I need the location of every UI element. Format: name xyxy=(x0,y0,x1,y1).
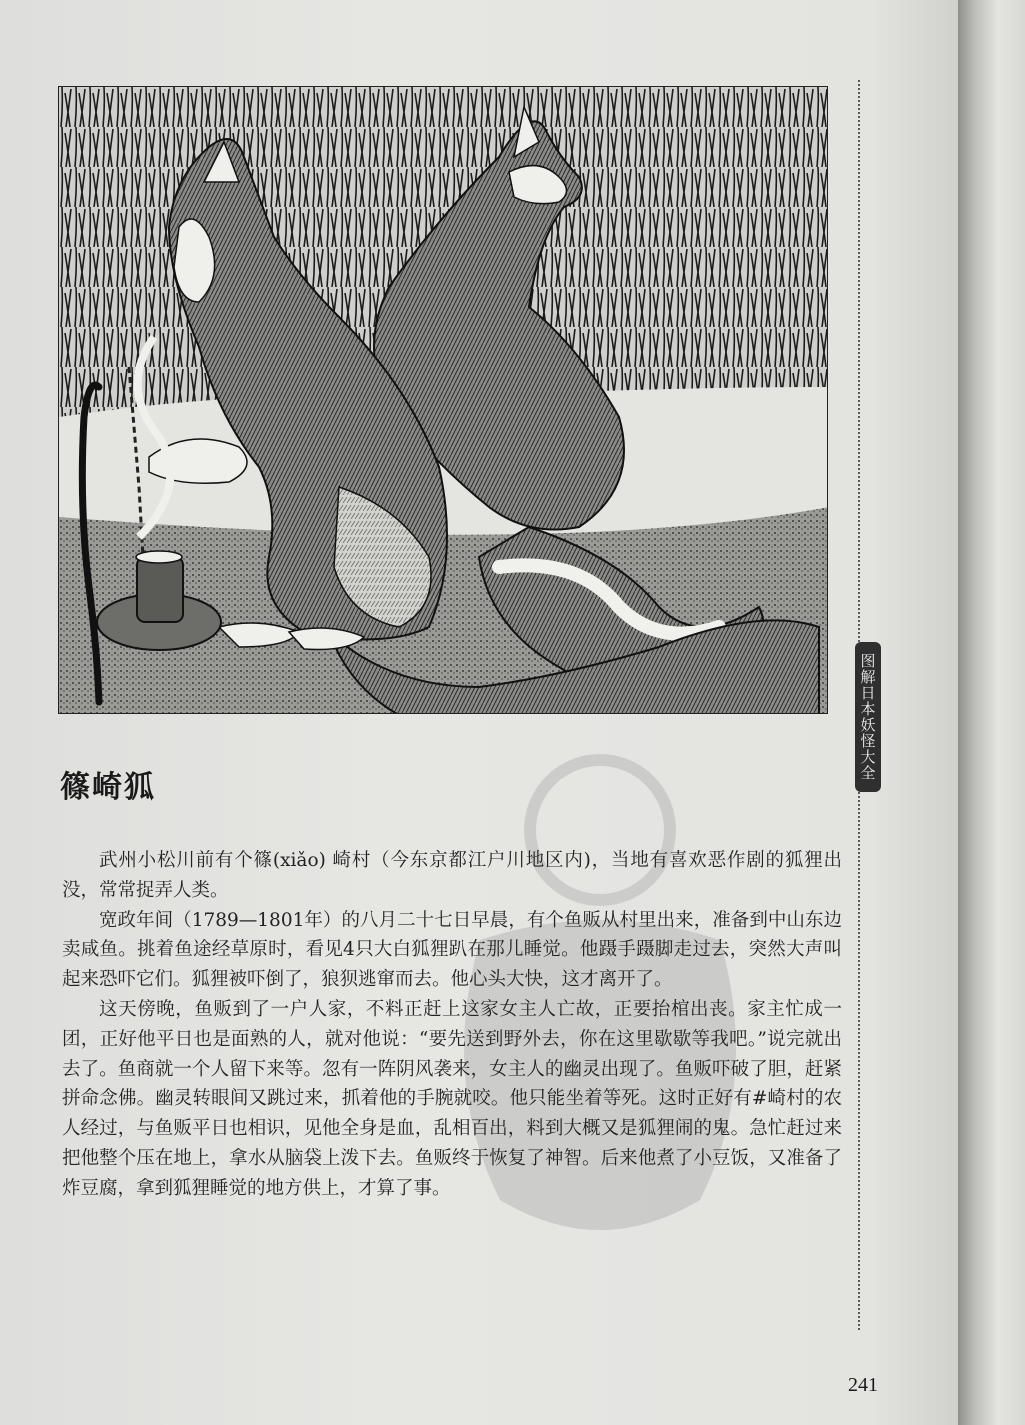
page-number: 241 xyxy=(848,1374,878,1396)
paragraph: 武州小松川前有个篠(xiǎo) 崎村（今东京都江户川地区内)，当地有喜欢恶作剧的狐狸出没，常常捉弄人类。 xyxy=(62,850,842,901)
paragraph: 这天傍晚，鱼贩到了一户人家，不料正赶上这家女主人亡故，正要抬棺出丧。家主忙成一团，正好他平日也是面熟的人，就对他说：“要先送到野外去，你在这里歇歇等我吧。”说完就出去了。鱼商就一个人留下来等。忽有一阵阴风袭来，女主人的幽灵出现了。鱼贩吓破了胆，赶紧拼命念佛。幽灵转眼间又跳过来，抓着他的手腕就咬。他只能坐着等死。这时正好有#崎村的农人经过，与鱼贩平日也相识，见他全身是血，乱相百出，料到大概又是狐狸闹的鬼。急忙赶过来把他整个压在地上，拿水从脑袋上泼下去。鱼贩终于恢复了神智。后来他煮了小豆饭，又准备了炸豆腐，拿到狐狸睡觉的地方供上，才算了事。 xyxy=(62,998,842,1199)
article-title: 篠崎狐 xyxy=(60,770,156,805)
side-tab-book-title: 图解日本妖怪大全 xyxy=(855,642,881,792)
fox-illustration xyxy=(58,86,828,714)
article-body xyxy=(62,846,842,1204)
paragraph: 宽政年间（1789—1801年）的八月二十七日早晨，有个鱼贩从村里出来，准备到中山东边卖咸鱼。挑着鱼途经草原时，看见4只大白狐狸趴在那儿睡觉。他蹑手蹑脚走过去，突然大声叫起来恐吓它们。狐狸被吓倒了，狼狈逃窜而去。他心头大快，这才离开了。 xyxy=(62,909,842,991)
book-spine-shadow xyxy=(958,0,1025,1425)
fox-drawing xyxy=(59,87,828,714)
